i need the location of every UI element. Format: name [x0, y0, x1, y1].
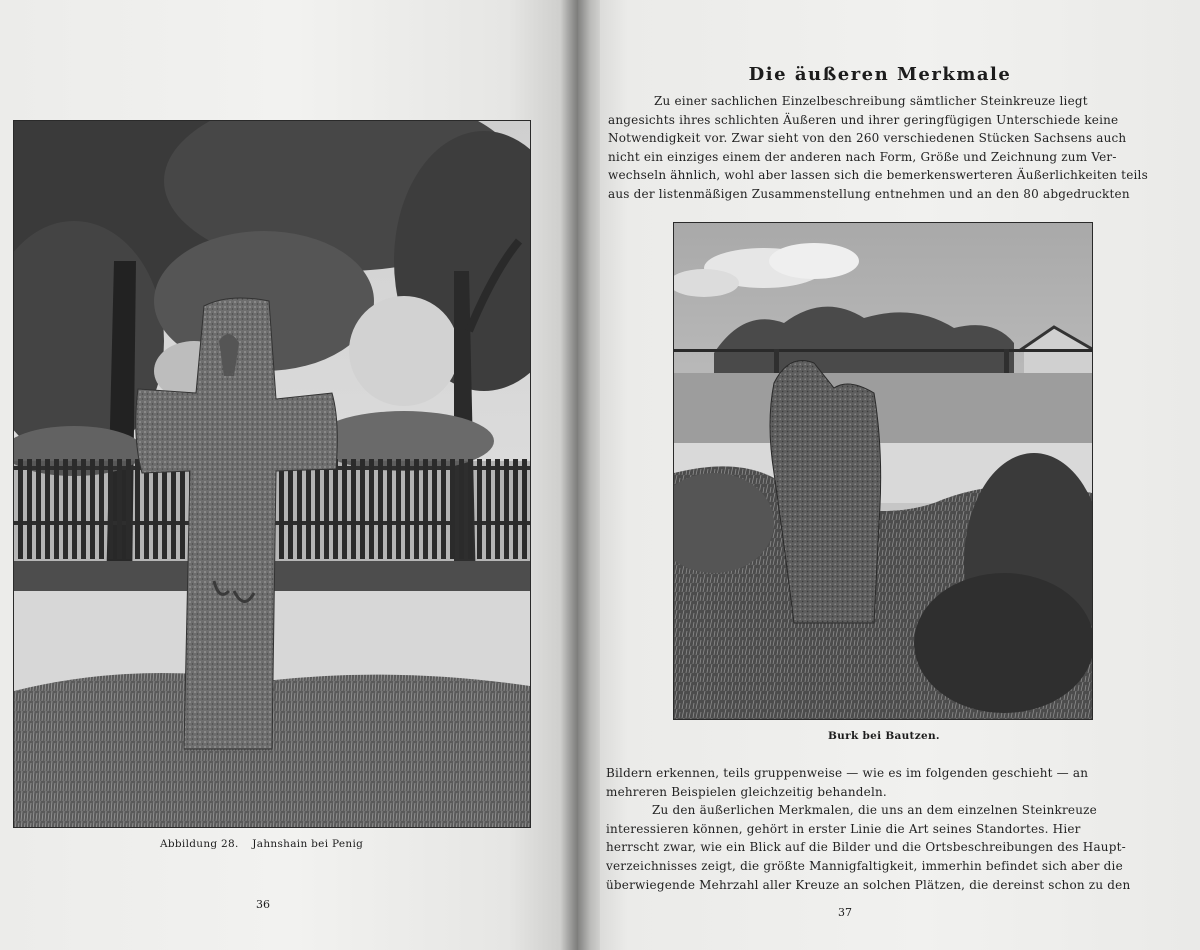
fence-picket — [522, 459, 527, 559]
text-line: mehreren Beispielen gleichzeitig behandeln. — [606, 784, 887, 799]
fence-picket — [279, 459, 284, 559]
fence-picket — [306, 459, 311, 559]
fence-picket — [63, 459, 68, 559]
text-line: nicht ein einziges einem der anderen nach Form, Größe und Zeichnung zum Ver- — [608, 149, 1117, 164]
page-number: 36 — [256, 898, 270, 911]
fence-picket — [477, 459, 482, 559]
book-spine-shadow — [560, 0, 600, 950]
fence-picket — [495, 459, 500, 559]
fence-picket — [387, 459, 392, 559]
fence-picket — [108, 459, 113, 559]
fence-picket — [450, 459, 455, 559]
fence-picket — [117, 459, 122, 559]
fence-picket — [351, 459, 356, 559]
page-heading: Die äußeren Merkmale — [748, 64, 1012, 85]
text-line: Notwendigkeit vor. Zwar sieht von den 260 verschiedenen Stücken Sachsens auch — [608, 131, 1127, 146]
weathered-stone-photo-drawing — [674, 223, 1092, 719]
fence-picket — [333, 459, 338, 559]
fence-picket — [459, 459, 464, 559]
fence-picket — [432, 459, 437, 559]
fence-picket — [27, 459, 32, 559]
figure-caption — [160, 838, 363, 850]
stone-cross-photo-drawing — [14, 121, 530, 827]
text-line: überwiegende Mehrzahl aller Kreuze an solchen Plätzen, die dereinst schon zu den — [606, 877, 1131, 892]
fence-picket — [54, 459, 59, 559]
fence-picket — [324, 459, 329, 559]
fence-picket — [99, 459, 104, 559]
fence-picket — [315, 459, 320, 559]
fence-picket — [18, 459, 23, 559]
text-line: interessieren können, gehört in erster Linie die Art seines Standortes. Hier — [606, 821, 1081, 836]
fence-picket — [126, 459, 131, 559]
text-line: angesichts ihres schlichten Äußeren und ihrer geringfügigen Unterschiede keine — [608, 112, 1119, 127]
text-line: herrscht zwar, wie ein Blick auf die Bilder und die Ortsbeschreibungen des Haupt- — [606, 840, 1126, 855]
fence-picket — [342, 459, 347, 559]
stone-cross-photo — [13, 120, 531, 828]
fence-picket — [171, 459, 176, 559]
page-number: 37 — [838, 906, 852, 919]
fence-picket — [396, 459, 401, 559]
fence-picket — [360, 459, 365, 559]
fence-picket — [369, 459, 374, 559]
fence-picket — [162, 459, 167, 559]
fence-picket — [504, 459, 509, 559]
fence-picket — [423, 459, 428, 559]
fence-picket — [297, 459, 302, 559]
fence-picket — [45, 459, 50, 559]
fence-picket — [180, 459, 185, 559]
fence-picket — [414, 459, 419, 559]
fence-picket — [90, 459, 95, 559]
figure-caption-text: Jahnshain bei Penig — [252, 838, 364, 850]
figure-caption: Burk bei Bautzen. — [828, 730, 940, 742]
fence-picket — [36, 459, 41, 559]
text-line: aus der listenmäßigen Zusammenstellung entnehmen und an den 80 abgedruckten — [608, 186, 1130, 201]
text-line: Zu den äußerlichen Merkmalen, die uns an dem einzelnen Steinkreuze — [652, 803, 1097, 818]
fence-picket — [72, 459, 77, 559]
weathered-stone-photo — [673, 222, 1093, 720]
fence-picket — [144, 459, 149, 559]
fence-picket — [81, 459, 86, 559]
paragraph-bottom — [606, 764, 1154, 894]
figure-label: Abbildung 28. — [160, 838, 239, 850]
fence-picket — [405, 459, 410, 559]
left-page — [0, 0, 578, 950]
fence-picket — [486, 459, 491, 559]
fence-picket — [153, 459, 158, 559]
fence-picket — [513, 459, 518, 559]
paragraph-top — [608, 92, 1154, 204]
text-line: wechseln ähnlich, wohl aber lassen sich die bemerkenswerteren Äußerlichkeiten teils — [608, 168, 1148, 183]
fence-picket — [468, 459, 473, 559]
text-line: Zu einer sachlichen Einzelbeschreibung sämtlicher Steinkreuze liegt — [654, 94, 1088, 108]
fence-picket — [378, 459, 383, 559]
fence-picket — [288, 459, 293, 559]
fence-picket — [135, 459, 140, 559]
text-line: verzeichnisses zeigt, die größte Mannigfaltigkeit, immerhin befindet sich aber die — [606, 858, 1123, 873]
text-line: Bildern erkennen, teils gruppenweise — wie es im folgenden geschieht — an — [606, 766, 1089, 780]
fence-picket — [441, 459, 446, 559]
